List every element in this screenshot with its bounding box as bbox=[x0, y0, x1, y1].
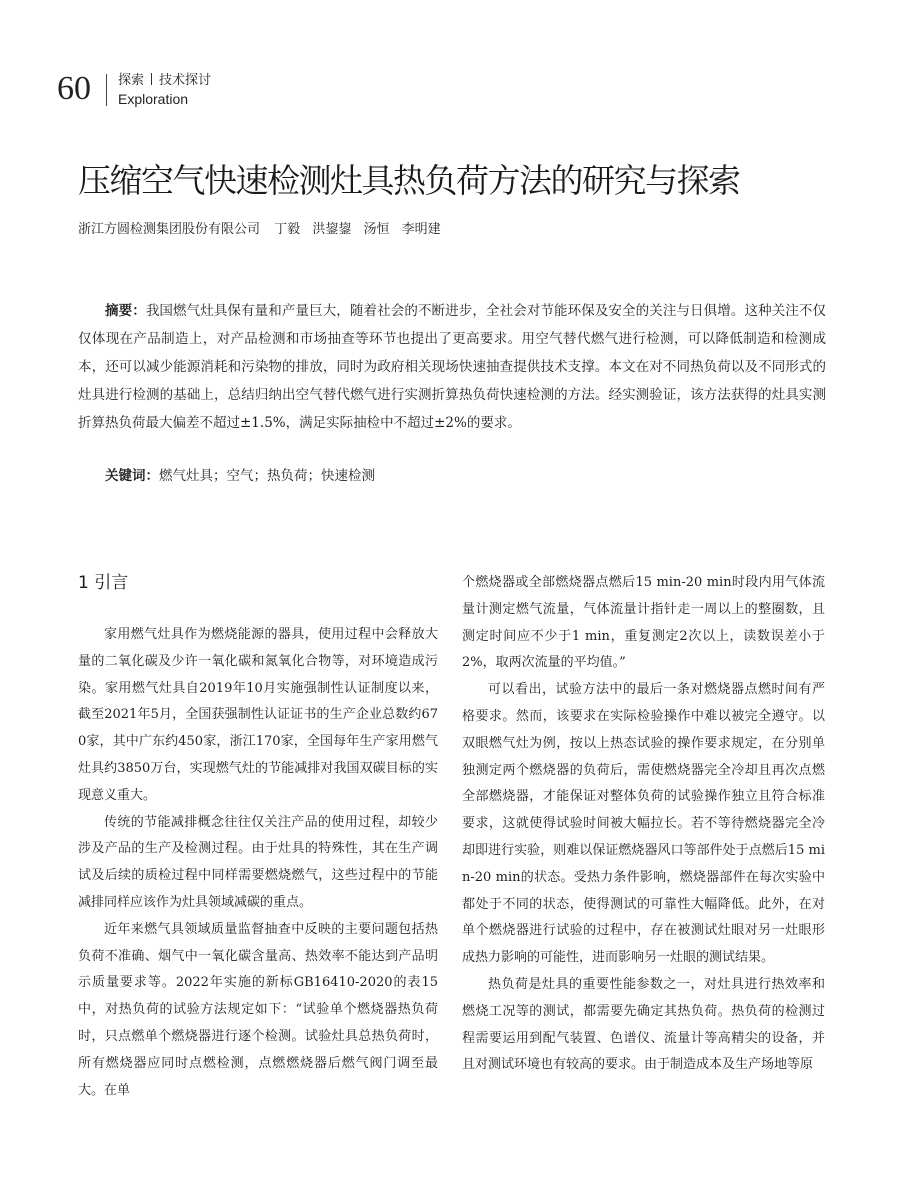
header-separator bbox=[151, 73, 152, 85]
page-number: 60 bbox=[57, 70, 91, 107]
abstract-label: 摘要： bbox=[105, 303, 146, 319]
right-column bbox=[462, 570, 825, 1079]
subsection-label: 技术探讨 bbox=[159, 73, 212, 88]
abstract bbox=[78, 297, 826, 437]
article-title: 压缩空气快速检测灶具热负荷方法的研究与探索 bbox=[78, 161, 740, 200]
author-line bbox=[78, 221, 449, 239]
author-name: 丁毅 bbox=[274, 222, 301, 237]
section-label-en: Exploration bbox=[118, 91, 189, 107]
abstract-text: 我国燃气灶具保有量和产量巨大，随着社会的不断进步，全社会对节能环保及安全的关注与日俱增。这种关注不仅仅体现在产品制造上，对产品检测和市场抽查等环节也提出了更高要求。用空气替代燃气进行检测，可以降低制造和检测成本，还可以减少能源消耗和污染物的排放，同时为政府相关现场快速抽查提供技术支撑。本文在对不同热负荷以及不同形式的灶具进行检测的基础上，总结归纳出空气替代燃气进行实测折算热负荷快速检测的方法。经实测验证，该方法获得的灶具实测折算热负荷最大偏差不超过±1.5%，满足实际抽检中不超过±2%的要求。 bbox=[78, 303, 827, 431]
keywords bbox=[105, 462, 375, 490]
author-name: 洪鋆鋆 bbox=[312, 222, 352, 237]
body-paragraph: 传统的节能减排概念往往仅关注产品的使用过程，却较少涉及产品的生产及检测过程。由于灶具的特殊性，其在生产调试及后续的质检过程中同样需要燃烧燃气，这些过程中的节能减排同样应该作为灶具领域减碳的重点。 bbox=[78, 814, 438, 910]
body-paragraph: 家用燃气灶具作为燃烧能源的器具，使用过程中会释放大量的二氧化碳及少许一氧化碳和氮氧化合物等，对环境造成污染。家用燃气灶具自2019年10月实施强制性认证制度以来，截至2021年5月，全国获强制性认证证书的生产企业总数约670家，其中广东约450家，浙江170家，全国每年生产家用燃气灶具约3850万台，实现燃气灶的节能减排对我国双碳目标的实现意义重大。 bbox=[78, 627, 438, 803]
keywords-text: 燃气灶具；空气；热负荷；快速检测 bbox=[159, 468, 375, 484]
author-name: 李明建 bbox=[401, 222, 441, 237]
section-label: 探索 bbox=[118, 73, 145, 88]
author-name: 汤恒 bbox=[363, 222, 390, 237]
body-paragraph: 个燃烧器或全部燃烧器点燃后15 min-20 min时段内用气体流量计测定燃气流量，气体流量计指针走一周以上的整圈数，且测定时间应不少于1 min，重复测定2次以上，读数误差小于2%，取两次流量的平均值。” bbox=[462, 575, 825, 671]
body-paragraph: 可以看出，试验方法中的最后一条对燃烧器点燃时间有严格要求。然而，该要求在实际检验操作中难以被完全遵守。以双眼燃气灶为例，按以上热态试验的操作要求规定，在分别单独测定两个燃烧器的负荷后，需使燃烧器完全冷却且再次点燃全部燃烧器，才能保证对整体负荷的试验操作独立且符合标准要求，这就使得试验时间被大幅拉长。若不等待燃烧器完全冷却即进行实验，则难以保证燃烧器风口等部件处于点燃后15 min-20 min的状态。受热力条件影响，燃烧器部件在每次实验中都处于不同的状态，使得测试的可靠性大幅降低。此外，在对单个燃烧器进行试验的过程中，存在被测试灶眼对另一灶眼形成热力影响的可能性，进而影响另一灶眼的测试结果。 bbox=[462, 682, 825, 966]
body-paragraph: 热负荷是灶具的重要性能参数之一，对灶具进行热效率和燃烧工况等的测试，都需要先确定其热负荷。热负荷的检测过程需要运用到配气装置、色谱仪、流量计等高精尖的设备，并且对测试环境也有较高的要求。由于制造成本及生产场地等原 bbox=[462, 976, 825, 1073]
section-heading: 1 引言 bbox=[78, 573, 129, 593]
body-paragraph: 近年来燃气具领域质量监督抽查中反映的主要问题包括热负荷不准确、烟气中一氧化碳含量高、热效率不能达到产品明示质量要求等。2022年实施的新标GB16410-2020的表15中，对热负荷的试验方法规定如下：“试验单个燃烧器热负荷时，只点燃单个燃烧器进行逐个检测。试验灶具总热负荷时，所有燃烧器应同时点燃检测，点燃燃烧器后燃气阀门调至最大。在单 bbox=[78, 921, 438, 1098]
author-organization: 浙江方圆检测集团股份有限公司 bbox=[78, 222, 261, 237]
header-divider bbox=[106, 74, 107, 106]
header-section-cn bbox=[118, 72, 211, 89]
left-column bbox=[78, 622, 438, 1104]
keywords-label: 关键词： bbox=[105, 468, 159, 484]
